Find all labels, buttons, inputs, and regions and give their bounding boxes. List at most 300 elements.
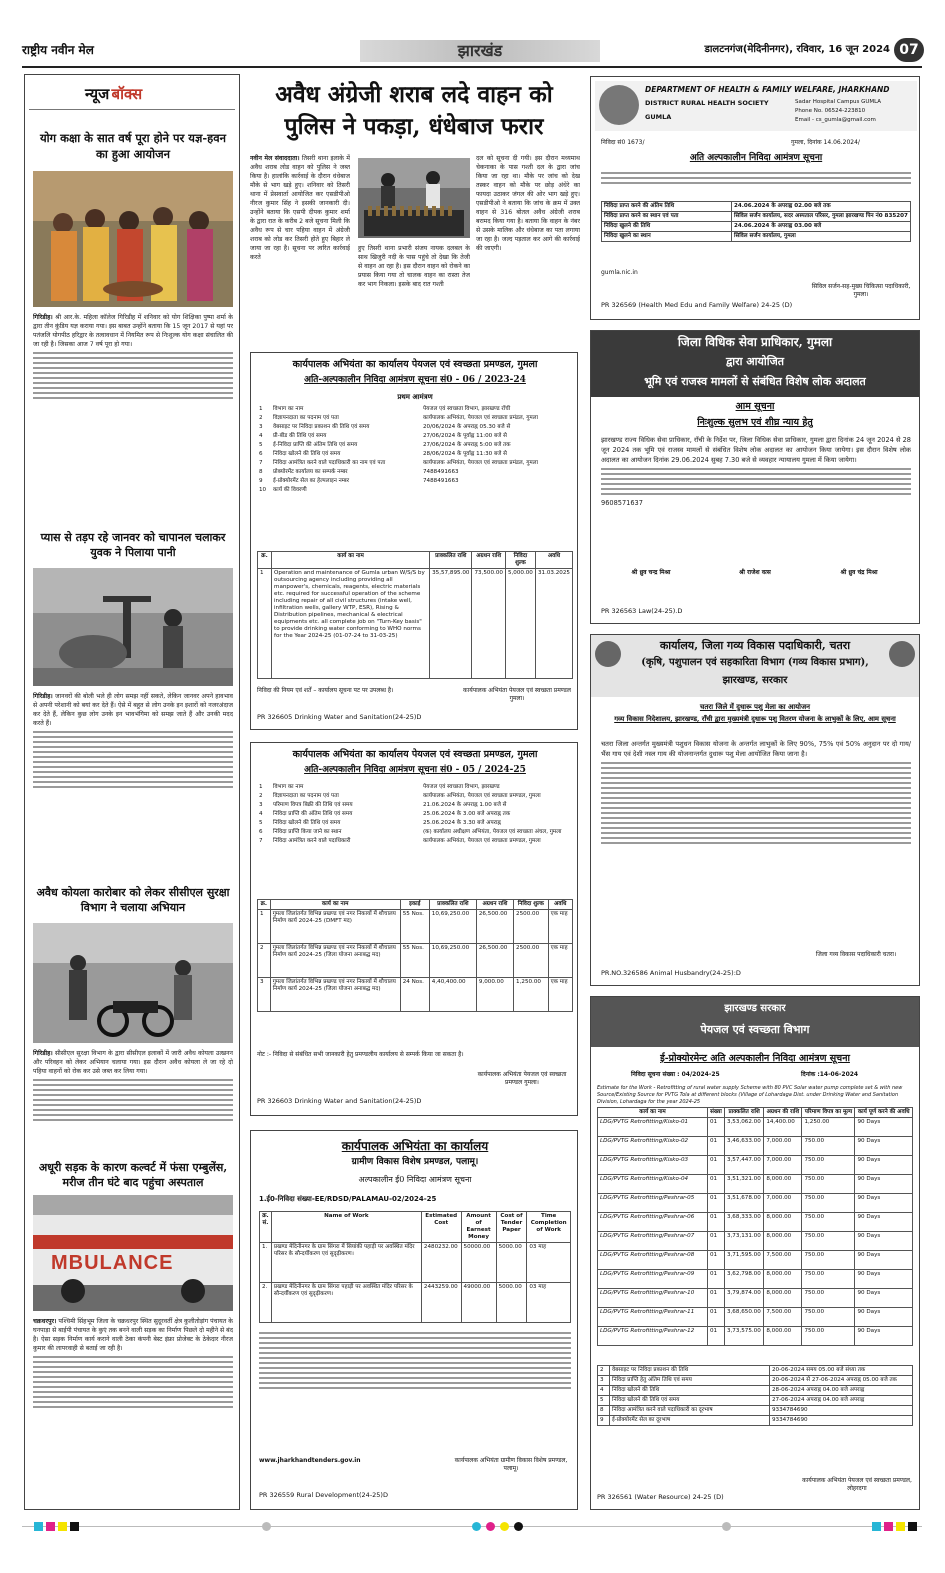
table-cell: 90 Days — [855, 1326, 913, 1345]
table-cell: 8,000.00 — [764, 1288, 802, 1307]
table-cell: 03 माह — [527, 1242, 571, 1282]
table-cell: 90 Days — [855, 1174, 913, 1193]
table-cell: 90 Days — [855, 1136, 913, 1155]
table-row — [598, 1385, 913, 1395]
black-swatch — [70, 1522, 79, 1531]
table-cell: गुमला जिलांतर्गत विभिन्न प्रखण्ड एवं नगर निकायों में शौचालय निर्माण कार्य 2024-25 (जिला योजना अनाबद्ध मद) — [270, 943, 400, 977]
tender1-work-table: क्र. कार्य का नाम प्राक्कलित राशि अग्रधन राशि निविदा शुल्क अवधि 1 Operation and maintenance of Gumla urban W/S/S by outsourcing agency including providing all manpower's, chemicals, reagents, electric materials etc. required for successful operation of the scheme including repair of all civil structures (intake well, infiltration wells, gallery WTP, ESR), Rising & Distribution pipelines, mechanical & electrical equipments etc. all complete job on "Turn-Key basis" to provide drinking water conforming to WHO norms for the Year 2024-25 (01-07-24 to 31-03-25) 35,57,895.00 73,500.00 5,000.00 31.03.2025 — [257, 551, 573, 679]
table-header-row — [260, 1212, 571, 1243]
table-cell: 7 — [259, 837, 263, 844]
legal-notice — [590, 330, 920, 624]
eproc-signoff: कार्यपालक अभियंता पेयजल एवं स्वच्छता प्रमण्डल, लोहरदगा — [802, 1477, 912, 1492]
tender2-notice: अति-अल्पकालीन निविदा आमंत्रण सूचना सं0 - 05 / 2024-25 — [304, 765, 526, 775]
table-row — [598, 1174, 913, 1193]
story1-text: श्री आर.के. महिला कॉलेज गिरिडीह में शनिवार को योग शिक्षिका पुष्पा शर्मा के द्वारा तीन कुंडिय यज्ञ कराया गया। इस बाबत उन्होंने बताया कि 15 जून 2017 से यहां पर पतंजलि योगपीठ हरिद्वार के तत्वावधान में नियमित रूप से निःशुल्क योग कक्षा संचालित की जा रही है। जिसका आज 7 वर्ष पूरा हो गया। — [33, 314, 233, 348]
table-cell: निविदा खोलने की तिथि एवं समय — [610, 1395, 770, 1405]
table-cell: 90 Days — [855, 1250, 913, 1269]
legal-phone: 9608571637 — [601, 499, 643, 507]
table-cell: निविदा प्राप्ति की अंतिम तिथि एवं समय — [273, 810, 353, 817]
table-header-cell: Time Completion of Work — [527, 1212, 571, 1243]
table-cell: सिविल सर्जन कार्यालय, सदर अस्पताल परिसर, गुमला झारखण्ड पिन नं0 835207 — [732, 211, 911, 221]
table-cell: 90 Days — [855, 1269, 913, 1288]
main-byline: नवीन मेल संवाददाता। — [250, 155, 300, 162]
table-cell: 3,51,321.00 — [724, 1174, 763, 1193]
table-cell: 01 — [708, 1117, 725, 1136]
table-row — [257, 837, 573, 846]
table-cell: 1,250.00 — [802, 1117, 855, 1136]
table-cell: 8,000.00 — [764, 1269, 802, 1288]
eproc-desc: Estimate for the Work - Retrofitting of rural water supply Scheme with 80 PVC Solar water pump complete set & with new Source/Existing Source for PVTG Tola at different blocks (Village of Lohardaga Dist. under Drinking Water and Sanitation Division, Lohardaga for the year 2024-25 — [597, 1085, 903, 1105]
animal-title-3: झारखण्ड, सरकार — [722, 675, 788, 686]
table-cell: 9 — [259, 477, 263, 484]
table-row — [257, 783, 573, 792]
ambulance-text: MBULANCE — [51, 1252, 174, 1274]
table-cell: 01 — [708, 1326, 725, 1345]
table-cell: 01 — [708, 1212, 725, 1231]
table-cell: 01 — [708, 1269, 725, 1288]
animal-title-1: कार्यालय, जिला गव्य विकास पदाधिकारी, चतरा — [659, 639, 851, 652]
palamu-pr: PR 326559 Rural Development(24-25)D — [259, 1491, 388, 1499]
ambulance-photo — [33, 1195, 233, 1311]
palamu-signoff: कार्यपालक अभियंता ग्रामीण विकास विशेष प्रमण्डल, पलामू। — [454, 1457, 568, 1472]
table-row — [598, 1231, 913, 1250]
table-cell: 90 Days — [855, 1155, 913, 1174]
table-cell: 3,68,650.00 — [724, 1307, 763, 1326]
table-cell: 14,400.00 — [764, 1117, 802, 1136]
eproc-gov: झारखण्ड सरकार — [724, 1003, 786, 1014]
table-cell: 24.06.2024 के अपराह्न 03.00 बजे — [732, 221, 911, 231]
animal-pr: PR.NO.326586 Animal Husbandry(24-25):D — [601, 969, 741, 977]
table-row — [598, 1395, 913, 1405]
news-box-label-2: बॉक्स — [111, 85, 143, 103]
table-row — [260, 1282, 571, 1322]
table-cell: 750.00 — [802, 1269, 855, 1288]
table-row — [598, 1136, 913, 1155]
tender1-amount: 35,57,895.00 — [430, 568, 472, 678]
table-cell: एक माह — [548, 943, 572, 977]
animal-body — [601, 739, 911, 939]
table-cell: 3,51,678.00 — [724, 1193, 763, 1212]
table-cell: 28-06-2024 अपराह्न 04.00 बजे अपराह्न — [770, 1385, 913, 1395]
table-cell: 2480232.00 — [421, 1242, 461, 1282]
table-cell: 4 — [259, 810, 263, 817]
eproc-ref: निविदा सूचना संख्या : 04/2024-25 — [631, 1071, 720, 1078]
table-cell: 9334784690 — [770, 1415, 913, 1425]
table-cell: प्री-बीड की तिथि एवं समय — [273, 432, 327, 439]
story1-dateline: गिरिडीह। — [33, 314, 53, 321]
table-cell: 6 — [259, 828, 263, 835]
table-cell: विभाग का नाम — [273, 406, 304, 412]
news-box-label-1: न्यूज — [85, 85, 110, 103]
table-cell: 55 Nos. — [400, 943, 429, 977]
table-cell — [421, 486, 573, 495]
table-cell: 7488491663 — [423, 468, 459, 475]
table-cell: 10,69,250.00 — [429, 909, 476, 943]
table-cell: LDG/PVTG Retrofitting/Peshrar-10 — [598, 1288, 708, 1307]
table-cell: 27-06-2024 अपराह्न 04.00 बजे अपराह्न — [770, 1395, 913, 1405]
table-row — [598, 1117, 913, 1136]
legal-body — [601, 435, 911, 555]
palamu-table — [259, 1211, 571, 1323]
table-header-cell: Name of Work — [271, 1212, 421, 1243]
eproc-date: दिनांक :14-06-2024 — [801, 1071, 859, 1078]
table-cell: LDG/PVTG Retrofitting/Kisko-04 — [598, 1174, 708, 1193]
table-cell: निविदा खोलने की तिथि एवं समय — [273, 819, 341, 826]
table-cell: 20/06/2024 के अपराह्न 05.30 बजे से — [423, 423, 511, 430]
table-cell: निविदा आमंत्रित करने वाले पदाधिकारी — [273, 837, 351, 844]
palamu-notice: अल्पकालीन ई0 निविदा आमंत्रण सूचना — [358, 1175, 472, 1184]
dateline: डालटनगंज(मेदिनीनगर), रविवार, 16 जून 2024 — [704, 44, 890, 55]
table-cell: 28/06/2024 के पूर्वाह्न 11:30 बजे से — [423, 450, 507, 457]
table-row — [257, 792, 573, 801]
palamu-conditions — [259, 1329, 571, 1449]
legal-sub-2: निःशुल्क सुलभ एवं शीघ्र न्याय हेतु — [697, 417, 813, 428]
animal-body-text: चतरा जिला अन्तर्गत मुख्यमंत्री पशुधन विकास योजना के अन्तर्गत लाभुकों के लिए 90%, 75% एवं 50% अनुदान पर दो गाय/भैंस गाय एवं देशी नस्ल गाय की योजनान्तर्गत दुधारू पशु मेला आयोजित किया जाना है। — [601, 740, 911, 758]
table-row — [602, 221, 911, 231]
table-cell: 24 Nos. — [400, 977, 429, 1011]
tender1-notice: अति-अल्पकालीन निविदा आमंत्रण सूचना सं0 - 06 / 2023-24 — [304, 375, 526, 385]
health-dept: DEPARTMENT OF HEALTH & FAMILY WELFARE, JHARKHAND — [645, 85, 890, 94]
table-cell: 750.00 — [802, 1136, 855, 1155]
table-cell: कार्य की विवरणी — [273, 486, 307, 493]
table-cell: कार्यपालक अभियंता, पेयजल एवं स्वच्छता प्रमण्डल, गुमला — [423, 837, 541, 844]
table-cell: 90 Days — [855, 1307, 913, 1326]
table-row — [257, 432, 573, 441]
table-row — [602, 202, 911, 212]
main-headline-1: अवैध अंग्रेजी शराब लदे वाहन को — [275, 81, 553, 108]
table-cell: निविदा खोलने की तिथि — [610, 1385, 770, 1395]
table-cell: 1 — [259, 406, 263, 412]
table-cell: LDG/PVTG Retrofitting/Peshrar-05 — [598, 1193, 708, 1212]
table-cell: 49000.00 — [461, 1282, 496, 1322]
table-cell: निविदा आमंत्रित करने वाले पदाधिकारी का दूरभाष — [610, 1405, 770, 1415]
tender1-cost: 5,000.00 — [505, 568, 535, 678]
story4-body — [33, 1317, 233, 1505]
table-cell: 2. — [260, 1282, 272, 1322]
table-cell: 01 — [708, 1307, 725, 1326]
table-cell: 2 — [259, 414, 263, 421]
table-cell: प्रखण्ड मेदिनीनगर के ग्राम सिंगरा पहाड़ी पर अवस्थित मंदिर परिसर के सौन्दर्यीकरण एवं सुदृढ़ीकरण। — [271, 1282, 421, 1322]
table-cell: 4 — [598, 1385, 610, 1395]
health-phone: Phone No. 06524-223810 — [795, 108, 866, 114]
table-cell: 7 — [259, 459, 263, 466]
table-cell: 10,69,250.00 — [429, 943, 476, 977]
eproc-header — [591, 997, 919, 1047]
table-cell: 3 — [259, 801, 263, 808]
tender-gumla-06 — [250, 352, 578, 730]
table-cell: 26,500.00 — [476, 909, 513, 943]
table-header-cell: Cost of Tender Paper — [496, 1212, 527, 1243]
health-url: gumla.nic.in — [601, 269, 638, 276]
eproc-dept: पेयजल एवं स्वच्छता विभाग — [700, 1023, 810, 1036]
tender1-info-list — [257, 405, 573, 495]
table-cell: 7,500.00 — [764, 1250, 802, 1269]
eproc-table — [597, 1107, 913, 1346]
emblem-left-icon — [595, 641, 621, 667]
table-row — [257, 810, 573, 819]
story4-text: पश्चिमी सिंहभूम जिला के चक्रधरपुर स्थित सुदूरवर्ती क्षेत्र कुलीतोड़ांग पंचायत के घनपाड़ा से बाईपी पंचायत के कुएं तक बनने वाली सड़क का निर्माण पिछले दो महीने से बंद है। ऐसा सड़क निर्माण कार्य कराने वाली ठेका कंपनी बेस्ट इंफ्रा प्रोजेक्ट के ठेकेदार नीरज कुमार की लापरवाही से बताई जा रही है। — [33, 1318, 233, 1352]
legal-title-2: द्वारा आयोजित — [725, 355, 785, 368]
story1-headline: योग कक्षा के सात वर्ष पूरा होने पर यज्ञ-हवन का हुआ आयोजन — [39, 131, 226, 161]
table-row — [257, 819, 573, 828]
registration-dot — [262, 1522, 271, 1531]
main-headline-2: पुलिस ने पकड़ा, धंधेबाज फरार — [284, 113, 544, 140]
table-cell: 3 — [598, 1375, 610, 1385]
health-notice — [590, 76, 920, 320]
table-row — [598, 1288, 913, 1307]
table-cell: 6 — [259, 450, 263, 457]
table-cell: LDG/PVTG Retrofitting/Peshrar-11 — [598, 1307, 708, 1326]
magenta-swatch — [46, 1522, 55, 1531]
divider — [29, 109, 235, 110]
table-cell: 50000.00 — [461, 1242, 496, 1282]
table-row — [257, 801, 573, 810]
table-cell: विज्ञापनदाता का पदनाम एवं पता — [273, 792, 339, 799]
table-cell: 3,68,333.00 — [724, 1212, 763, 1231]
health-place: GUMLA — [645, 113, 672, 121]
palamu-ref: 1.ई0-निविदा संख्या-EE/RDSD/PALAMAU-02/2024-25 — [259, 1195, 437, 1203]
table-row — [598, 1366, 913, 1376]
table-cell: 3,71,595.00 — [724, 1250, 763, 1269]
table-cell: ई-निविदा प्राप्ति की अंतिम तिथि एवं समय — [273, 441, 358, 448]
legal-sub-1: आम सूचना — [735, 401, 775, 412]
tender-gumla-05 — [250, 742, 578, 1116]
table-cell: निविदा प्राप्ति हेतु अंतिम तिथि एवं समय — [610, 1375, 770, 1385]
table-cell: एक माह — [548, 977, 572, 1011]
table-cell: 3,73,131.00 — [724, 1231, 763, 1250]
table-cell: 01 — [708, 1155, 725, 1174]
tender2-work-table: क्र. कार्य का नाम इकाई प्राक्कलित राशि अग्रधन राशि निविदा शुल्क अवधि 1 गुमला जिलांतर्गत विभिन्न प्रखण्ड एवं नगर निकायों में शौचालय निर्माण कार्य 2024-25 (DMFT मद) 55 Nos. 10,69,250.00 26,500.00 2500.00 एक माह 2 गुमला जिलांतर्गत विभिन्न प्रखण्ड एवं नगर निकायों में शौचालय निर्माण कार्य 2024-25 (जिला योजना अनाबद्ध मद) 55 Nos. 10,69,250.00 26,500.00 2500.00 एक माह 3 गुमला जिलांतर्गत विभिन्न प्रखण्ड एवं नगर निकायों में शौचालय निर्माण कार्य 2024-25 (जिला योजना अनाबद्ध मद) 24 Nos. 4,40,400.00 9,000.00 1,250.00 एक माह — [257, 899, 573, 1012]
palamu-website: www.jharkhandtenders.gov.in — [259, 1457, 361, 1464]
table-cell: 24.06.2024 के अपराह्न 02.00 बजे तक — [732, 202, 911, 212]
table-row — [598, 1193, 913, 1212]
table-cell: 9,000.00 — [476, 977, 513, 1011]
table-cell: 5 — [259, 819, 263, 826]
emblem-right-icon — [889, 641, 915, 667]
legal-title-1: जिला विधिक सेवा प्राधिकार, गुमला — [677, 335, 833, 349]
table-cell: 27/06/2024 के अपराह्न 5:00 बजे तक — [423, 441, 511, 448]
table-row — [257, 414, 573, 423]
table-row — [598, 1212, 913, 1231]
table-cell: 5 — [259, 441, 263, 448]
section-title: झारखंड — [360, 40, 600, 62]
table-row — [602, 211, 911, 221]
table-cell: निविदा आमंत्रित करने वाले पदाधिकारी का नाम एवं पता — [273, 459, 386, 466]
animal-notice — [590, 634, 920, 986]
table-row — [598, 1269, 913, 1288]
jharkhand-emblem-icon — [599, 85, 639, 125]
black-swatch-right — [908, 1522, 917, 1531]
main-text-col1-text: तिसरी थाना इलाके में अवैध शराब लोड वाहन को पुलिस ने जब्त किया है। हालांकि कार्रवाई के दौरान धंधेबाज मौके से भाग खड़े हुए। शनिवार को तिसरी थाना में प्रेसवार्ता आयोजित कर एसडीपीओ नीरज कुमार सिंह ने इसकी जानकारी दी। उन्होंने बताया कि एसपी दीपक कुमार शर्मा के द्वारा रात के करीब 2 बजे सूचना मिली कि अवैध रूप से चार पहिया वाहन में अंग्रेजी शराब को लोड कर तिसरी होते हुए बिहार ले जाया जा रहा है। सूचना पर त्वरित कार्रवाई करते — [250, 155, 350, 261]
yellow-dot — [500, 1522, 509, 1531]
table-cell: 01 — [708, 1231, 725, 1250]
yellow-swatch-right — [896, 1522, 905, 1531]
cyan-swatch — [34, 1522, 43, 1531]
table-cell: एक माह — [548, 909, 572, 943]
table-header-cell: कार्य पूर्ण करने की अवधि — [855, 1108, 913, 1118]
table-row — [258, 943, 573, 977]
table-cell: 1. — [260, 1242, 272, 1282]
table-row — [598, 1326, 913, 1345]
health-signoff: सिविल सर्जन-सह-मुख्य चिकित्सा पदाधिकारी, गुमला। — [811, 283, 911, 298]
legal-sign-1: श्री ध्रुव चन्द्र मिश्रा — [631, 569, 671, 576]
table-cell: सिविल सर्जन कार्यालय, गुमला — [732, 231, 911, 241]
eproc-notice — [590, 996, 920, 1510]
paper-name: राष्ट्रीय नवीन मेल — [22, 43, 94, 57]
tender1-note: निविदा की नियम एवं शर्तें – कार्यालय सूचना पट पर उपलब्ध है। — [257, 687, 394, 694]
table-header-cell: Amount of Earnest Money — [461, 1212, 496, 1243]
table-cell: 8,000.00 — [764, 1231, 802, 1250]
table-cell: 750.00 — [802, 1193, 855, 1212]
table-cell: 3,73,575.00 — [724, 1326, 763, 1345]
legal-sign-2: श्री राजेश वत्स — [739, 569, 771, 576]
legal-body-text: झारखण्ड राज्य विधिक सेवा प्राधिकार, राँची के निर्देश पर, जिला विधिक सेवा प्राधिकार, गुमला द्वारा दिनांक 24 जून 2024 से 28 जून 2024 तक भूमि एवं राजस्व मामलों से संबंधित विशेष लोक अदालत का आयोजन किया जायेगा। इस दौरान विशेष लोक अदालत का आयोजन दिनांक 29.06.2024 सुबह 7.30 बजे से व्यवहार न्यायालय गुमला में किया जायेगा। — [601, 436, 911, 464]
tender2-note: नोट :- निविदा से संबंधित सभी जानकारी हेतु प्रमण्डलीय कार्यालय से सम्पर्क किया जा सकता है। — [257, 1051, 464, 1058]
table-cell: 5000.00 — [496, 1242, 527, 1282]
eproc-pr: PR 326561 (Water Resource) 24-25 (D) — [597, 1493, 724, 1501]
health-address: Sadar Hospital Campus GUMLA — [795, 99, 882, 105]
table-row — [257, 441, 573, 450]
table-cell: 10 — [259, 486, 267, 493]
table-row — [598, 1307, 913, 1326]
table-cell: 3 — [258, 977, 271, 1011]
legal-title-3: भूमि एवं राजस्व मामलों से संबंधित विशेष लोक अदालत — [644, 375, 866, 388]
magenta-dot — [486, 1522, 495, 1531]
table-cell: 7488491663 — [423, 477, 459, 484]
tender-palamu — [250, 1130, 578, 1510]
story4-dateline: चक्रधरपुर। — [33, 1318, 57, 1325]
table-cell: 750.00 — [802, 1212, 855, 1231]
table-cell: पेयजल एवं स्वच्छता विभाग, झारखण्ड राँची — [423, 406, 511, 412]
table-header-cell: प्राक्कलित राशि — [724, 1108, 763, 1118]
table-cell: पेयजल एवं स्वच्छता विभाग, झारखण्ड — [423, 784, 500, 790]
tender1-office: कार्यपालक अभियंता का कार्यालय पेयजल एवं स्वच्छता प्रमण्डल, गुमला — [292, 359, 538, 370]
table-header-row — [598, 1108, 913, 1118]
table-cell: LDG/PVTG Retrofitting/Kisko-03 — [598, 1155, 708, 1174]
story4-headline: अधूरी सड़क के कारण कल्वर्ट में फंसा एम्बुलेंस, मरीज तीन घंटे बाद पहुंचा अस्पताल — [38, 1161, 228, 1189]
table-row — [260, 1242, 571, 1282]
table-header-cell: Estimated Cost — [421, 1212, 461, 1243]
animal-signoff: जिला गव्य विकास पदाधिकारी चतरा। — [815, 951, 897, 958]
coal-raid-photo — [33, 923, 233, 1043]
table-cell: कार्यपालक अभियंता, पेयजल एवं स्वच्छता प्रमण्डल, गुमला — [423, 792, 541, 799]
tender1-emd: 73,500.00 — [472, 568, 505, 678]
table-cell: 3,53,062.00 — [724, 1117, 763, 1136]
table-cell: 3,62,798.00 — [724, 1269, 763, 1288]
table-row — [598, 1405, 913, 1415]
footer-registration-bar — [22, 1520, 922, 1534]
palamu-office: कार्यपालक अभियंता का कार्यालय — [341, 1139, 489, 1153]
health-letter-no: निविदा सं0 1673/ — [601, 139, 645, 146]
table-row — [257, 423, 573, 432]
yellow-swatch — [58, 1522, 67, 1531]
news-box-label — [85, 85, 142, 104]
table-cell: 750.00 — [802, 1174, 855, 1193]
tender2-office: कार्यपालक अभियंता का कार्यालय पेयजल एवं स्वच्छता प्रमण्डल, गुमला — [292, 749, 538, 760]
table-cell: 26,500.00 — [476, 943, 513, 977]
table-cell: 7,000.00 — [764, 1155, 802, 1174]
news-box — [24, 74, 240, 1510]
table-cell: 25.06.2024 के 3.00 बजे अपराह्न तक — [423, 810, 511, 817]
table-cell: प्रोक्योरमेंट कार्यालय का सम्पर्क नम्बर — [273, 468, 348, 475]
palamu-division: ग्रामीण विकास विशेष प्रमण्डल, पलामू। — [351, 1157, 479, 1167]
table-cell: निविदा खोलने की तिथि एवं समय — [273, 450, 341, 457]
table-cell: 55 Nos. — [400, 909, 429, 943]
table-cell: 01 — [708, 1288, 725, 1307]
table-cell: 2500.00 — [514, 909, 549, 943]
table-cell: ई-प्रोक्योरमेंट सेल का दूरभाष — [610, 1415, 770, 1425]
registration-dot-right — [722, 1522, 731, 1531]
main-story — [248, 76, 580, 338]
table-cell: 5 — [598, 1395, 610, 1405]
story2-headline: प्यास से तड़प रहे जानवर को चापानल चलाकर युवक ने पिलाया पानी — [40, 531, 226, 559]
table-cell: 2500.00 — [514, 943, 549, 977]
table-cell: LDG/PVTG Retrofitting/Peshrar-12 — [598, 1326, 708, 1345]
table-cell: 90 Days — [855, 1288, 913, 1307]
table-row — [258, 909, 573, 943]
masthead-rule — [22, 66, 922, 68]
table-cell: गुमला जिलांतर्गत विभिन्न प्रखण्ड एवं नगर निकायों में शौचालय निर्माण कार्य 2024-25 (DMFT मद) — [270, 909, 400, 943]
tender1-work: Operation and maintenance of Gumla urban W/S/S by outsourcing agency including providing all manpower's, chemicals, reagents, electric materials etc. required for successful operation of the scheme including repair of all civil structures (intake well, infiltration wells, gallery WTP, ESR), Rising & Distribution pipelines, mechanical & electrical equipments etc. all complete job on "Turn-Key basis" to provide drinking water conforming to WHO norms for the Year 2024-25 (01-07-24 to 31-03-25) — [272, 568, 430, 678]
table-header-cell: अग्रधन की राशि — [764, 1108, 802, 1118]
table-row — [257, 405, 573, 414]
table-row — [257, 486, 573, 495]
table-cell: 03 माह — [527, 1282, 571, 1322]
table-cell: 7,000.00 — [764, 1193, 802, 1212]
black-dot — [514, 1522, 523, 1531]
table-cell: 01 — [708, 1193, 725, 1212]
main-text-col3: दल को सूचना दी गयी। इस दौरान मध्यमाथ चेकनाका के पास गश्ती दल के द्वारा जांच किया जा रहा था। मौके पर जांच को देख तस्कर वाहन को मौके पर छोड़ अंधेरे का फायदा उठाकर जंगल की ओर भाग खड़े हुए। एसडीपीओ ने बताया कि जांच के क्रम में उक्त वाहन से 316 बोतल अवैध अंग्रेजी शराब बरामद किया गया है। बताया कि वाहन के नंबर से उसके मालिक और धंधेबाज का पता लगाया जा रहा है। जल्द पड़ताल कर आगे की कार्रवाई की जाएगी। — [476, 155, 580, 252]
table-row — [598, 1375, 913, 1385]
table-cell: LDG/PVTG Retrofitting/Peshrar-08 — [598, 1250, 708, 1269]
tender1-signoff: कार्यपालक अभियंता पेयजल एवं स्वच्छता प्रमण्डल गुमला। — [463, 687, 571, 702]
table-cell: 8,000.00 — [764, 1326, 802, 1345]
masthead — [22, 38, 922, 62]
animal-title-2: (कृषि, पशुपालन एवं सहकारिता विभाग (गव्य विकास प्रभाग), — [641, 657, 869, 668]
table-cell: 90 Days — [855, 1212, 913, 1231]
tender1-pr: PR 326605 Drinking Water and Sanitation(24-25)D — [257, 713, 422, 721]
table-cell: 20-06-2024 समय 05.00 बजे संध्या तक — [770, 1366, 913, 1376]
table-cell: 3,79,874.00 — [724, 1288, 763, 1307]
main-text-col1 — [250, 154, 350, 340]
magenta-swatch-right — [884, 1522, 893, 1531]
table-cell: निविदा प्राप्त करने की अंतिम तिथि — [602, 202, 732, 212]
table-cell: निविदा खुलने का स्थान — [602, 231, 732, 241]
table-cell: LDG/PVTG Retrofitting/Peshrar-09 — [598, 1269, 708, 1288]
table-header-cell: परिमाण विपत्र का मूल्य — [802, 1108, 855, 1118]
table-cell: 1,250.00 — [514, 977, 549, 1011]
table-header-cell: क्र. सं. — [260, 1212, 272, 1243]
tender1-time: 31.03.2025 — [535, 568, 572, 678]
animal-sub-2: गव्य विकास निदेशालय, झारखण्ड, राँची द्वारा मुख्यमंत्री दुधारू पशु वितरण योजना के लाभुकों के लिए, आम सूचना — [614, 715, 896, 723]
table-cell: विज्ञापनदाता का पदनाम एवं पता — [273, 414, 339, 421]
cyan-swatch-right — [872, 1522, 881, 1531]
table-cell: 4,40,400.00 — [429, 977, 476, 1011]
table-cell: 01 — [708, 1136, 725, 1155]
story3-dateline: गिरिडीह। — [33, 1050, 53, 1057]
table-cell: निविदा प्राप्त करने का स्थान एवं पता — [602, 211, 732, 221]
table-cell: LDG/PVTG Retrofitting/Kisko-02 — [598, 1136, 708, 1155]
story2-text: जानवरों की बोली भले ही लोग समझ नहीं सकते, लेकिन जानवर अपने हावभाव से अपनी परेशानी को बयां कर देते हैं। ऐसे में बहुत से लोग उनके इन इशारों को नजरअंदाज कर देते हैं, लेकिन कुछ लोग उनके इन भावभंगिमा को समझ जाते हैं और उनकी मदद करते हैं। — [33, 693, 233, 727]
health-letter-date: गुमला, दिनांक 14.06.2024/ — [791, 139, 860, 146]
table-cell: 750.00 — [802, 1155, 855, 1174]
story2-dateline: गिरिडीह। — [33, 693, 53, 700]
health-society: DISTRICT RURAL HEALTH SOCIETY — [645, 99, 769, 107]
table-row — [598, 1155, 913, 1174]
table-cell: 1 — [258, 909, 271, 943]
water-pump-photo — [33, 568, 233, 686]
liquor-seizure-photo — [358, 158, 470, 238]
